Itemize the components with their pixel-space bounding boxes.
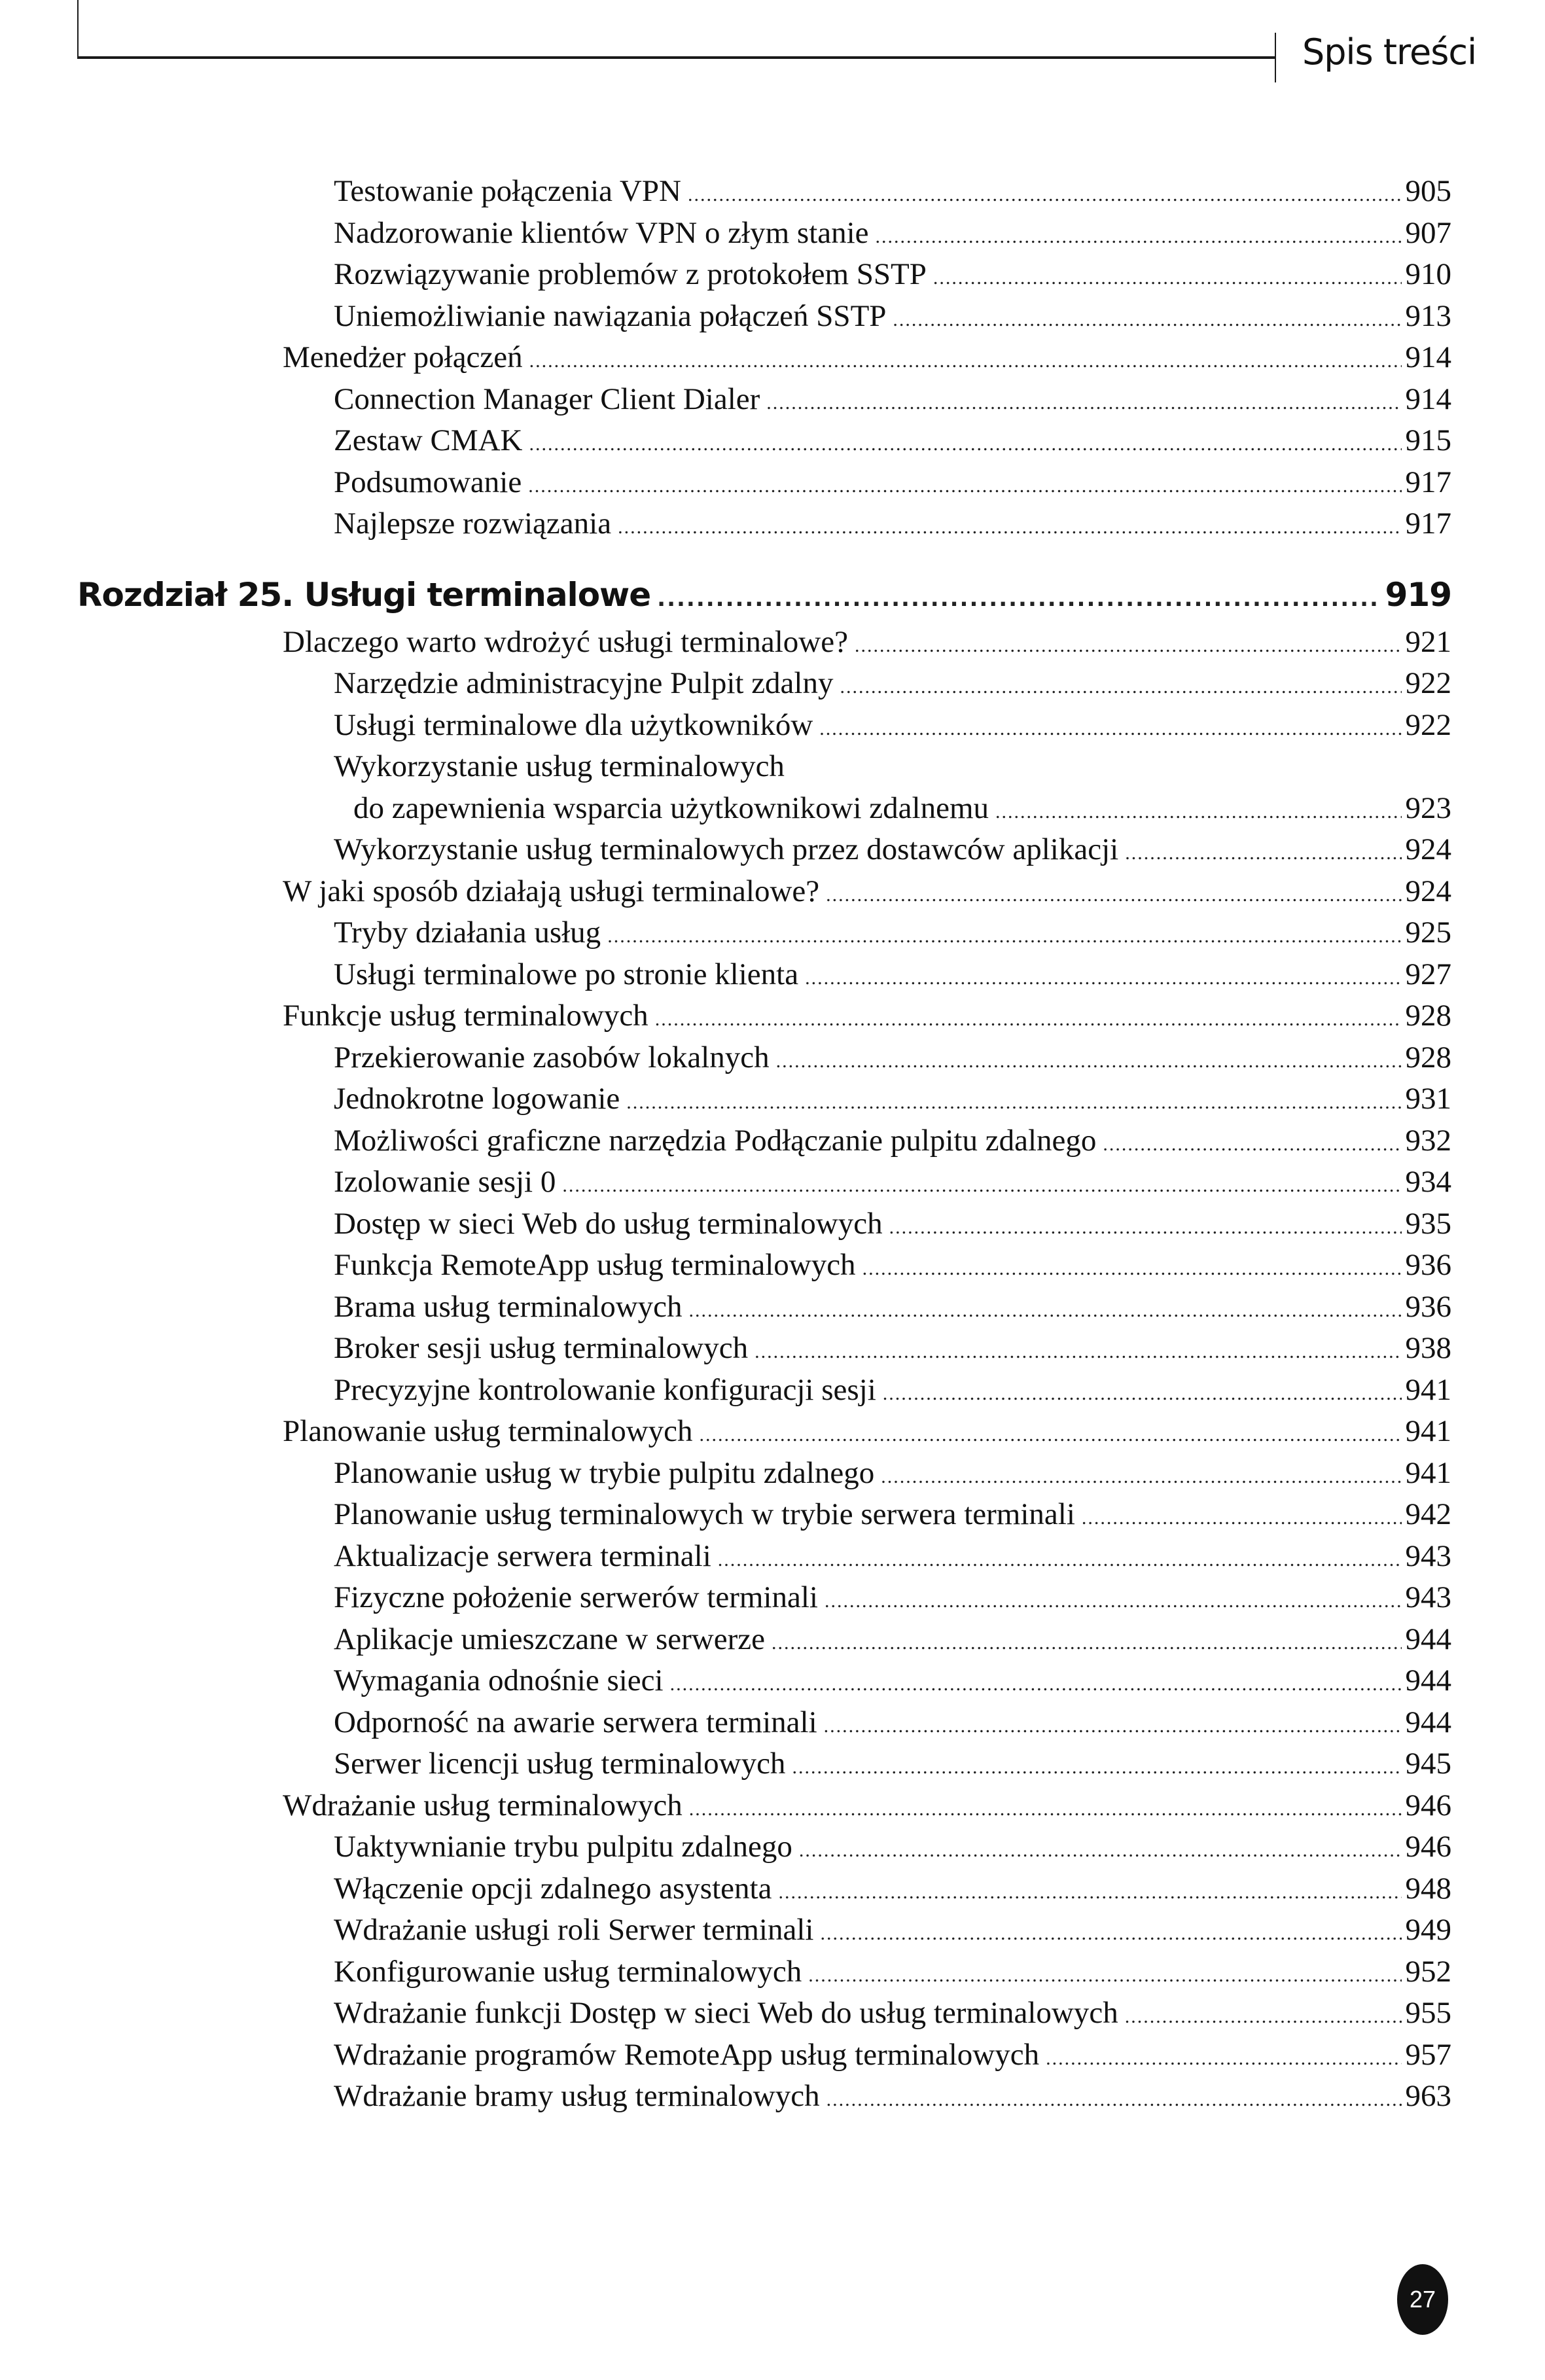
dot-leader: [889, 1208, 1402, 1247]
toc-entry[interactable]: [334, 421, 1451, 460]
toc-entry[interactable]: [334, 255, 1451, 294]
toc-entry-title: Nadzorowanie klientów VPN o złym stanie: [334, 215, 869, 250]
toc-entry-page: 928: [1405, 999, 1451, 1033]
toc-entry-page: 942: [1405, 1497, 1451, 1531]
dot-leader: [776, 1042, 1402, 1081]
toc-entry-page: 922: [1405, 666, 1451, 700]
toc-entry-page: 923: [1405, 790, 1451, 825]
toc-entry-title: Planowanie usług w trybie pulpitu zdalnego: [334, 1455, 875, 1490]
toc-entry-title: Zestaw CMAK: [334, 423, 523, 457]
toc-entry[interactable]: [283, 996, 1451, 1035]
toc-entry-title: Wykorzystanie usług terminalowych przez dostawców aplikacji: [334, 832, 1119, 866]
toc-entry-title: Menedżer połączeń: [283, 340, 523, 374]
toc-entry-title: Dlaczego warto wdrożyć usługi terminalowe?: [283, 624, 848, 659]
dot-leader: [607, 917, 1401, 956]
toc-entry-title: do zapewnienia wsparcia użytkownikowi zdalnemu: [353, 790, 989, 825]
toc-entry[interactable]: [334, 1910, 1451, 1949]
dot-leader: [840, 667, 1401, 707]
toc-entry[interactable]: [334, 1370, 1451, 1410]
toc-entry[interactable]: [334, 2076, 1451, 2116]
dot-leader: [755, 1332, 1401, 1372]
toc-entry-title: Podsumowanie: [334, 465, 522, 499]
dot-leader: [995, 792, 1401, 832]
toc-entry-page: 944: [1405, 1705, 1451, 1739]
toc-entry-title: Broker sesji usług terminalowych: [334, 1331, 749, 1365]
header-rule-vertical-right: [1275, 33, 1276, 82]
dot-leader: [820, 1914, 1401, 1953]
toc-entry-page: 905: [1405, 174, 1451, 208]
toc-entry[interactable]: [334, 1495, 1451, 1534]
toc-entry[interactable]: [283, 1786, 1451, 1825]
toc-entry[interactable]: [334, 955, 1451, 994]
toc-entry[interactable]: [353, 789, 1451, 828]
toc-entry[interactable]: [334, 296, 1451, 336]
toc-entry-page: 963: [1405, 2079, 1451, 2113]
toc-entry-page: 943: [1405, 1580, 1451, 1614]
dot-leader: [819, 709, 1401, 749]
toc-entry-title: Wdrażanie bramy usług terminalowych: [334, 2079, 820, 2113]
dot-leader: [808, 1956, 1401, 1995]
toc-entry-title: Dostęp w sieci Web do usług terminalowych: [334, 1206, 883, 1241]
toc-entry[interactable]: [334, 1869, 1451, 1908]
dot-leader: [778, 1873, 1401, 1912]
toc-entry-title: Narzędzie administracyjne Pulpit zdalny: [334, 666, 834, 700]
toc-entry[interactable]: [334, 1578, 1451, 1617]
toc-entry-page: 938: [1405, 1331, 1451, 1365]
toc-entry-page: 941: [1405, 1372, 1451, 1407]
toc-entry[interactable]: [283, 872, 1451, 911]
toc-entry[interactable]: [283, 338, 1451, 377]
dot-leader: [700, 1415, 1402, 1455]
toc-entry-title: Jednokrotne logowanie: [334, 1082, 620, 1116]
dot-leader: [766, 383, 1401, 423]
dot-leader: [826, 876, 1401, 915]
toc-entry-title: Planowanie usług terminalowych w trybie serwera terminali: [334, 1497, 1075, 1531]
toc-entry-page: 913: [1405, 298, 1451, 333]
toc-entry[interactable]: [334, 1993, 1451, 2033]
toc-entry-title: Izolowanie sesji 0: [334, 1165, 556, 1199]
toc-entry[interactable]: [334, 2035, 1451, 2074]
dot-leader: [805, 959, 1401, 998]
toc-entry[interactable]: [283, 622, 1451, 662]
toc-entry-title: Connection Manager Client Dialer: [334, 382, 760, 416]
dot-leader: [792, 1748, 1401, 1787]
toc-entry-title: Rozwiązywanie problemów z protokołem SSTP: [334, 257, 927, 291]
toc-entry-page: 936: [1405, 1289, 1451, 1324]
toc-entry[interactable]: [334, 664, 1451, 703]
toc-entry-title: Funkcja RemoteApp usług terminalowych: [334, 1248, 856, 1282]
toc-entry-page: 925: [1405, 915, 1451, 950]
toc-entry-page: 921: [1405, 624, 1451, 659]
page-number: 27: [1409, 2286, 1436, 2313]
toc-entry-page: 914: [1405, 382, 1451, 416]
dot-leader: [1103, 1125, 1401, 1164]
toc-entry[interactable]: [334, 747, 1451, 786]
toc-entry[interactable]: [334, 1328, 1451, 1368]
page-number-badge: [1397, 2264, 1448, 2335]
toc-entry-page: 928: [1405, 1040, 1451, 1075]
toc-entry-title: Aktualizacje serwera terminali: [334, 1538, 711, 1573]
dot-leader: [862, 1249, 1402, 1288]
toc-entry-page: 943: [1405, 1538, 1451, 1573]
toc-entry-page: 935: [1405, 1206, 1451, 1241]
toc-chapter-entry[interactable]: [77, 575, 1451, 614]
dot-leader: [933, 258, 1402, 298]
toc-entry-page: 931: [1405, 1082, 1451, 1116]
toc-entry-page: 948: [1405, 1871, 1451, 1906]
dot-leader: [1082, 1499, 1402, 1538]
toc-entry-page: 934: [1405, 1165, 1451, 1199]
toc-entry-title: Wdrażanie funkcji Dostęp w sieci Web do usług terminalowych: [334, 1996, 1118, 2030]
dot-leader: [772, 1624, 1402, 1663]
dot-leader: [855, 626, 1402, 666]
toc-entry[interactable]: [334, 380, 1451, 419]
toc-entry[interactable]: [334, 171, 1451, 211]
header-rule-vertical-left: [77, 0, 79, 58]
toc-entry[interactable]: [334, 1827, 1451, 1866]
toc-entry-title: Wykorzystanie usług terminalowych: [334, 749, 785, 783]
dot-leader: [876, 217, 1402, 257]
toc-entry-title: Precyzyjne kontrolowanie konfiguracji sesji: [334, 1372, 876, 1407]
toc-entry[interactable]: [334, 504, 1451, 543]
toc-entry[interactable]: [334, 1204, 1451, 1243]
toc-entry[interactable]: [334, 830, 1451, 869]
dot-leader: [618, 508, 1401, 547]
toc-entry-page: 924: [1405, 874, 1451, 908]
toc-entry-page: 917: [1405, 465, 1451, 499]
toc-entry[interactable]: [334, 1245, 1451, 1285]
toc-entry-title: Planowanie usług terminalowych: [283, 1414, 693, 1448]
toc-entry-title: W jaki sposób działają usługi terminalowe?: [283, 874, 820, 908]
dot-leader: [688, 175, 1402, 215]
toc-entry-page: 946: [1405, 1830, 1451, 1864]
dot-leader: [824, 1707, 1402, 1746]
toc-entry-page: 915: [1405, 423, 1451, 457]
toc-entry[interactable]: [334, 1453, 1451, 1493]
dot-leader: [881, 1457, 1401, 1497]
toc-entry-title: Usługi terminalowe dla użytkowników: [334, 707, 813, 742]
toc-entry-title: Możliwości graficzne narzędzia Podłączanie pulpitu zdalnego: [334, 1123, 1097, 1158]
toc-entry-page: 957: [1405, 2037, 1451, 2072]
toc-entry[interactable]: [334, 213, 1451, 253]
toc-entry-title: Testowanie połączenia VPN: [334, 174, 681, 208]
dot-leader: [657, 579, 1381, 618]
toc-entry[interactable]: [283, 1412, 1451, 1451]
dot-leader: [1125, 1997, 1402, 2036]
toc-entry-page: 936: [1405, 1248, 1451, 1282]
toc-entry[interactable]: [334, 1121, 1451, 1160]
toc-entry-title: Uaktywnianie trybu pulpitu zdalnego: [334, 1830, 792, 1864]
toc-entry-page: 949: [1405, 1913, 1451, 1947]
toc-entry[interactable]: [334, 1038, 1451, 1077]
dot-leader: [562, 1166, 1401, 1205]
toc-entry-title: Wdrażanie programów RemoteApp usług terminalowych: [334, 2037, 1040, 2072]
running-head: Spis treści: [1302, 31, 1477, 73]
dot-leader: [529, 425, 1402, 464]
dot-leader: [893, 300, 1401, 340]
dot-leader: [670, 1665, 1402, 1704]
toc-entry-title: Tryby działania usług: [334, 915, 601, 950]
dot-leader: [689, 1790, 1402, 1829]
toc-entry-title: Aplikacje umieszczane w serwerze: [334, 1622, 765, 1656]
dot-leader: [883, 1374, 1402, 1413]
dot-leader: [655, 1000, 1402, 1039]
toc-entry[interactable]: [334, 1703, 1451, 1742]
toc-entry-page: 932: [1405, 1123, 1451, 1158]
toc-entry-title: Odporność na awarie serwera terminali: [334, 1705, 817, 1739]
toc-entry-title: Brama usług terminalowych: [334, 1289, 683, 1324]
toc-entry-page: 941: [1405, 1455, 1451, 1490]
dot-leader: [799, 1831, 1402, 1870]
toc-entry-page: 914: [1405, 340, 1451, 374]
toc-entry-title: Uniemożliwianie nawiązania połączeń SSTP: [334, 298, 887, 333]
toc-entry[interactable]: [334, 913, 1451, 952]
toc-entry-page: 927: [1405, 957, 1451, 991]
header-rule: [77, 56, 1275, 59]
dot-leader: [1046, 2039, 1401, 2078]
toc-entry[interactable]: [334, 1162, 1451, 1201]
toc-entry[interactable]: [334, 1079, 1451, 1118]
toc-entry-title: Serwer licencji usług terminalowych: [334, 1747, 786, 1781]
dot-leader: [825, 1582, 1402, 1621]
toc-entry-title: Rozdział 25. Usługi terminalowe: [77, 575, 651, 614]
toc-entry[interactable]: [334, 1661, 1451, 1700]
toc-entry-title: Funkcje usług terminalowych: [283, 999, 648, 1033]
toc-entry-title: Konfigurowanie usług terminalowych: [334, 1954, 802, 1989]
toc-entry-title: Przekierowanie zasobów lokalnych: [334, 1040, 770, 1075]
toc-entry-title: Wdrażanie usług terminalowych: [283, 1788, 683, 1822]
toc-entry-title: Usługi terminalowe po stronie klienta: [334, 957, 799, 991]
toc-entry-page: 922: [1405, 707, 1451, 742]
toc-entry[interactable]: [334, 1744, 1451, 1783]
toc-entry-page: 944: [1405, 1622, 1451, 1656]
toc-entry-page: 944: [1405, 1663, 1451, 1697]
toc-entry-title: Najlepsze rozwiązania: [334, 506, 612, 541]
toc-entry-page: 945: [1405, 1747, 1451, 1781]
toc-entry-page: 924: [1405, 832, 1451, 866]
toc-entry-title: Fizyczne położenie serwerów terminali: [334, 1580, 818, 1614]
dot-leader: [528, 467, 1401, 506]
toc-entry[interactable]: [334, 1952, 1451, 1991]
toc-entry-page: 907: [1405, 215, 1451, 250]
dot-leader: [1125, 834, 1401, 873]
toc-entry-page: 910: [1405, 257, 1451, 291]
toc-entry-page: 917: [1405, 506, 1451, 541]
dot-leader: [718, 1540, 1402, 1580]
toc-entry[interactable]: [334, 1536, 1451, 1576]
toc-entry[interactable]: [334, 705, 1451, 745]
toc-entry-page: 955: [1405, 1996, 1451, 2030]
dot-leader: [626, 1083, 1401, 1122]
toc-entry-title: Wdrażanie usługi roli Serwer terminali: [334, 1913, 814, 1947]
toc-entry-page: 941: [1405, 1414, 1451, 1448]
toc-entry[interactable]: [334, 1620, 1451, 1659]
dot-leader: [529, 342, 1402, 381]
toc-entry-title: Włączenie opcji zdalnego asystenta: [334, 1871, 772, 1906]
dot-leader: [826, 2080, 1402, 2120]
toc-entry-page: 946: [1405, 1788, 1451, 1822]
dot-leader: [689, 1291, 1402, 1330]
toc-entry-page: 952: [1405, 1954, 1451, 1989]
toc-entry[interactable]: [334, 463, 1451, 502]
toc-entry[interactable]: [334, 1287, 1451, 1326]
toc-entry-page: 919: [1385, 575, 1451, 614]
toc-entry-title: Wymagania odnośnie sieci: [334, 1663, 664, 1697]
